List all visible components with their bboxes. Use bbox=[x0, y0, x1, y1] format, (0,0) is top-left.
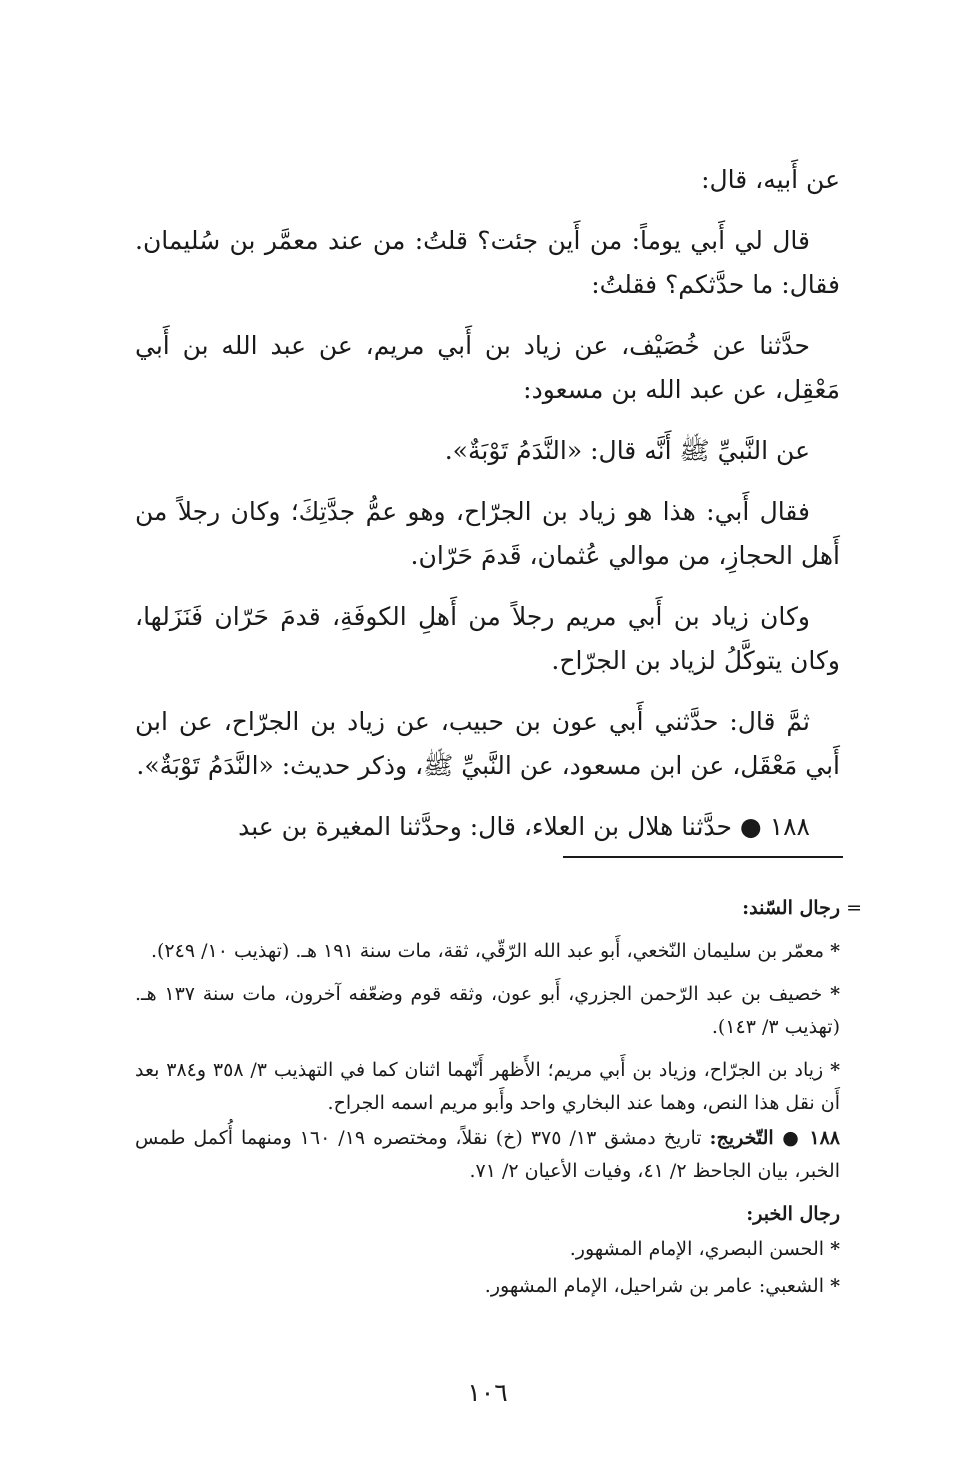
takhrij-entry bbox=[135, 1122, 840, 1188]
continuation-mark: = bbox=[846, 897, 862, 919]
bullet-mark: * bbox=[830, 1059, 841, 1081]
note-entry bbox=[135, 1054, 840, 1120]
takhrij-label: ١٨٨ ● التّخريج: bbox=[709, 1127, 840, 1149]
note-entry bbox=[135, 1233, 840, 1266]
note-text: الشعبي: عامر بن شراحيل، الإمام المشهور. bbox=[484, 1275, 825, 1297]
bullet-mark: * bbox=[830, 983, 840, 1005]
note-text: خصيف بن عبد الرّحمن الجزري، أَبو عون، وثقه قوم وضعّفه آخرون، مات سنة ١٣٧ هـ. (تهذيب ٣/ ١٤٣). bbox=[135, 983, 840, 1038]
note-entry bbox=[135, 935, 840, 968]
bullet-mark: * bbox=[830, 1275, 840, 1297]
note-entry bbox=[135, 978, 840, 1044]
paragraph-1: عن أَبيه، قال: bbox=[701, 165, 840, 194]
paragraph-3: حدَّثنا عن خُصَيْف، عن زياد بن أَبي مريم، عن عبد الله بن أَبي مَعْقِل، عن عبد الله بن مسعود: bbox=[135, 331, 840, 404]
footnote-divider bbox=[563, 856, 843, 858]
note-text: معمّر بن سليمان النّخعي، أَبو عبد الله الرّقّي، ثقة، مات سنة ١٩١ هـ. (تهذيب ١٠/ ٢٤٩). bbox=[150, 940, 825, 962]
page-number: ١٠٦ bbox=[467, 1378, 508, 1407]
paragraph-5: فقال أَبي: هذا هو زياد بن الجرّاح، وهو عمُّ جدَّتِكَ؛ وكان رجلاً من أَهل الحجازِ، من موالي عُثمان، قَدمَ حَرّان. bbox=[135, 497, 840, 570]
note-text: الحسن البصري، الإمام المشهور. bbox=[569, 1238, 825, 1260]
bullet-mark: * bbox=[830, 1238, 840, 1260]
note-entry bbox=[135, 1270, 840, 1303]
heading-khabar: رجال الخبر: bbox=[746, 1203, 840, 1225]
note-text: زياد بن الجرّاح، وزياد بن أَبي مريم؛ الأَظهر أَنّهما اثنان كما في التهذيب ٣/ ٣٥٨ و٣٨٤ بعد أَن نقل هذا النص، وهما عند البخاري واحد وأَبو مريم اسمه الجراح. bbox=[135, 1059, 840, 1114]
paragraph-2: قال لي أَبي يوماً: من أَين جئت؟ قلتُ: من عند معمَّر بن سُليمان. فقال: ما حدَّثكم؟ فقلتُ: bbox=[135, 226, 840, 299]
paragraph-4: عن النَّبيِّ ﷺ أَنَّه قال: «النَّدَمُ تَوْبَةٌ». bbox=[444, 436, 810, 465]
main-text bbox=[135, 158, 840, 866]
bullet-mark: * bbox=[830, 940, 840, 962]
heading-sanad: رجال السّند: bbox=[742, 897, 840, 919]
footnotes bbox=[135, 892, 862, 1313]
paragraph-6: وكان زياد بن أَبي مريم رجلاً من أَهلِ الكوفَةِ، قدمَ حَرّان فَنَزَلها، وكان يتوكَّلُ لزياد بن الجرّاح. bbox=[135, 602, 840, 675]
takhrij-text: تاريخ دمشق ١٣/ ٣٧٥ (خ) نقلاً، ومختصره ١٩/ ١٦٠ ومنهما أُكمل طمس الخبر، بيان الجاحظ ٢/ ٤١، وفيات الأعيان ٢/ ٧١. bbox=[135, 1127, 840, 1182]
paragraph-7: ثمَّ قال: حدَّثني أَبي عون بن حبيب، عن زياد بن الجرّاح، عن ابن أَبي مَعْقَل، عن ابن مسعود، عن النَّبيِّ ﷺ، وذكر حديث: «النَّدَمُ تَوْبَةٌ». bbox=[135, 707, 840, 780]
paragraph-8: ١٨٨ ● حدَّثنا هلال بن العلاء، قال: وحدَّثنا المغيرة بن عبد bbox=[238, 812, 810, 841]
